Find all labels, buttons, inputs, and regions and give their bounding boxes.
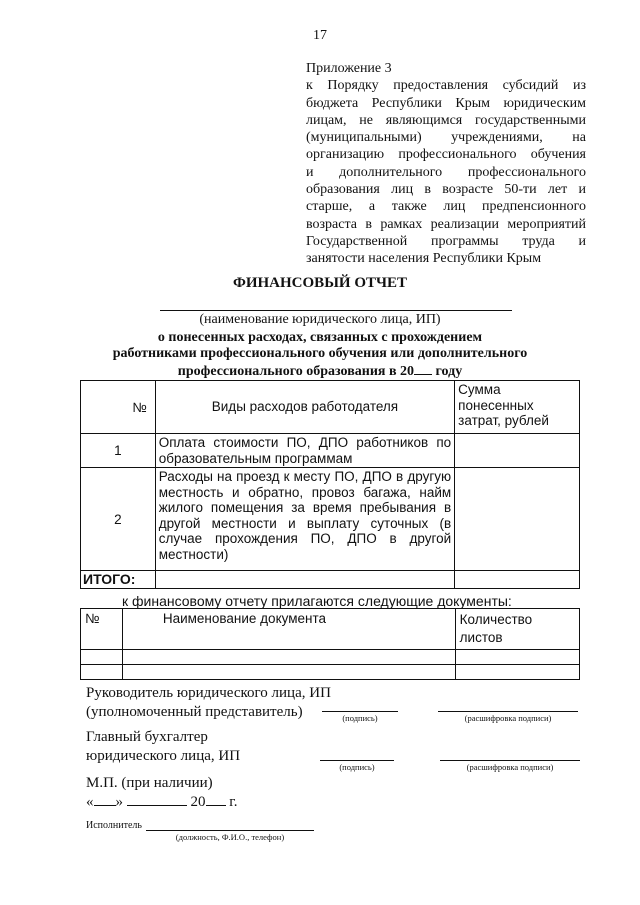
subtitle-text: году: [435, 364, 463, 379]
page-number: 17: [313, 28, 327, 43]
accountant-decode-line[interactable]: [440, 760, 580, 761]
appendix-line: (муниципальными) учреждениями, на: [306, 130, 586, 146]
appendix-line: и дополнительного профессионального: [306, 164, 586, 180]
doc-cell[interactable]: [455, 665, 579, 680]
appendix-line: лицам, не являющимся государственными: [306, 112, 586, 128]
accountant-label-line: Главный бухгалтер: [86, 729, 208, 745]
head-label-line: (уполномоченный представитель): [86, 704, 303, 720]
total-label: ИТОГО:: [81, 571, 156, 589]
row-text: Оплата стоимости ПО, ДПО работников по образовательным программам: [155, 434, 454, 468]
subtitle-line: работниками профессионального обучения или дополнительного: [112, 346, 528, 361]
date-month-blank[interactable]: [127, 792, 187, 806]
report-title: ФИНАНСОВЫЙ ОТЧЕТ: [232, 275, 408, 291]
accountant-signature-caption: (подпись): [339, 762, 375, 772]
entity-name-caption: (наименование юридического лица, ИП): [199, 312, 441, 327]
entity-name-field[interactable]: [160, 310, 512, 311]
doc-cell[interactable]: [455, 650, 579, 665]
appendix-line: к Порядку предоставления субсидий из: [306, 78, 586, 94]
accountant-signature-label: [86, 728, 240, 766]
appendix-line: старше, а также лиц предпенсионного: [306, 199, 586, 215]
head-label-line: Руководитель юридического лица, ИП: [86, 685, 331, 701]
head-signature-caption: (подпись): [342, 713, 378, 723]
row-sum-cell[interactable]: [455, 434, 580, 468]
executor-label: Исполнитель: [86, 820, 142, 831]
table-row: [81, 665, 580, 680]
doc-cell[interactable]: [122, 650, 455, 665]
head-signature-label: [86, 684, 331, 722]
total-empty: [155, 571, 454, 589]
year-blank[interactable]: [414, 362, 432, 375]
expenses-table: [80, 380, 580, 589]
date-quote: »: [115, 794, 123, 810]
row-text: Расходы на проезд к месту ПО, ДПО в другую местность и обратно, провоз багажа, найм жилого помещения за время пребывания в другой местности и выплату суточных (в случае прохождения ПО, ДПО в другой местности): [155, 468, 454, 571]
seal-label: М.П. (при наличии): [86, 775, 213, 791]
header-type: Виды расходов работодателя: [155, 381, 454, 434]
appendix-head: Приложение 3: [306, 61, 392, 76]
head-signature-line[interactable]: [322, 711, 398, 712]
executor-caption: (должность, Ф.И.О., телефон): [175, 832, 285, 842]
doc-cell[interactable]: [122, 665, 455, 680]
accountant-label-line: юридического лица, ИП: [86, 748, 241, 764]
header-sum: Сумма понесенных затрат, рублей: [455, 381, 580, 434]
accountant-signature-line[interactable]: [320, 760, 394, 761]
total-row: [81, 571, 580, 589]
date-year-blank[interactable]: [206, 792, 226, 806]
report-subtitle: [80, 330, 560, 380]
documents-table: [80, 608, 580, 680]
subtitle-text: профессионального образования в 20: [177, 364, 415, 379]
date-day-blank[interactable]: [94, 792, 116, 806]
appendix-line: образования лиц в возрасте 50-ти лет и: [306, 182, 586, 198]
row-num: 2: [81, 468, 156, 571]
row-num: 1: [81, 434, 156, 468]
subtitle-line: [80, 362, 560, 380]
head-decode-caption: (расшифровка подписи): [464, 713, 552, 723]
appendix-line: возраста в рамках реализации мероприятий: [306, 216, 586, 232]
doc-header-name: Наименование документа: [122, 609, 455, 650]
table-header-row: [81, 609, 580, 650]
table-header-row: [81, 381, 580, 434]
appendix-line: занятости населения Республики Крым: [306, 251, 542, 267]
table-row: [81, 434, 580, 468]
row-sum-cell[interactable]: [455, 468, 580, 571]
date-line: [86, 792, 286, 812]
accountant-decode-caption: (расшифровка подписи): [466, 762, 554, 772]
appendix-line: бюджета Республики Крым юридическим: [306, 95, 586, 111]
appendix-line: Государственной программы труда и: [306, 233, 586, 249]
head-decode-line[interactable]: [438, 711, 578, 712]
appendix-block: [306, 60, 586, 268]
table-row: [81, 650, 580, 665]
executor-line[interactable]: [146, 830, 314, 831]
attached-docs-text: к финансовому отчету прилагаются следующие документы:: [122, 593, 512, 609]
doc-cell[interactable]: [81, 665, 123, 680]
appendix-line: организацию профессионального обучения: [306, 147, 586, 163]
table-row: [81, 468, 580, 571]
subtitle-line: о понесенных расходах, связанных с прохождением: [157, 330, 483, 345]
header-num: №: [81, 381, 156, 434]
doc-header-count: Количество листов: [455, 609, 579, 650]
doc-cell[interactable]: [81, 650, 123, 665]
total-sum-cell[interactable]: [455, 571, 580, 589]
date-suffix: г.: [229, 794, 238, 810]
date-year: 20: [190, 794, 206, 810]
doc-header-num: №: [81, 609, 123, 650]
date-quote: «: [86, 794, 94, 810]
